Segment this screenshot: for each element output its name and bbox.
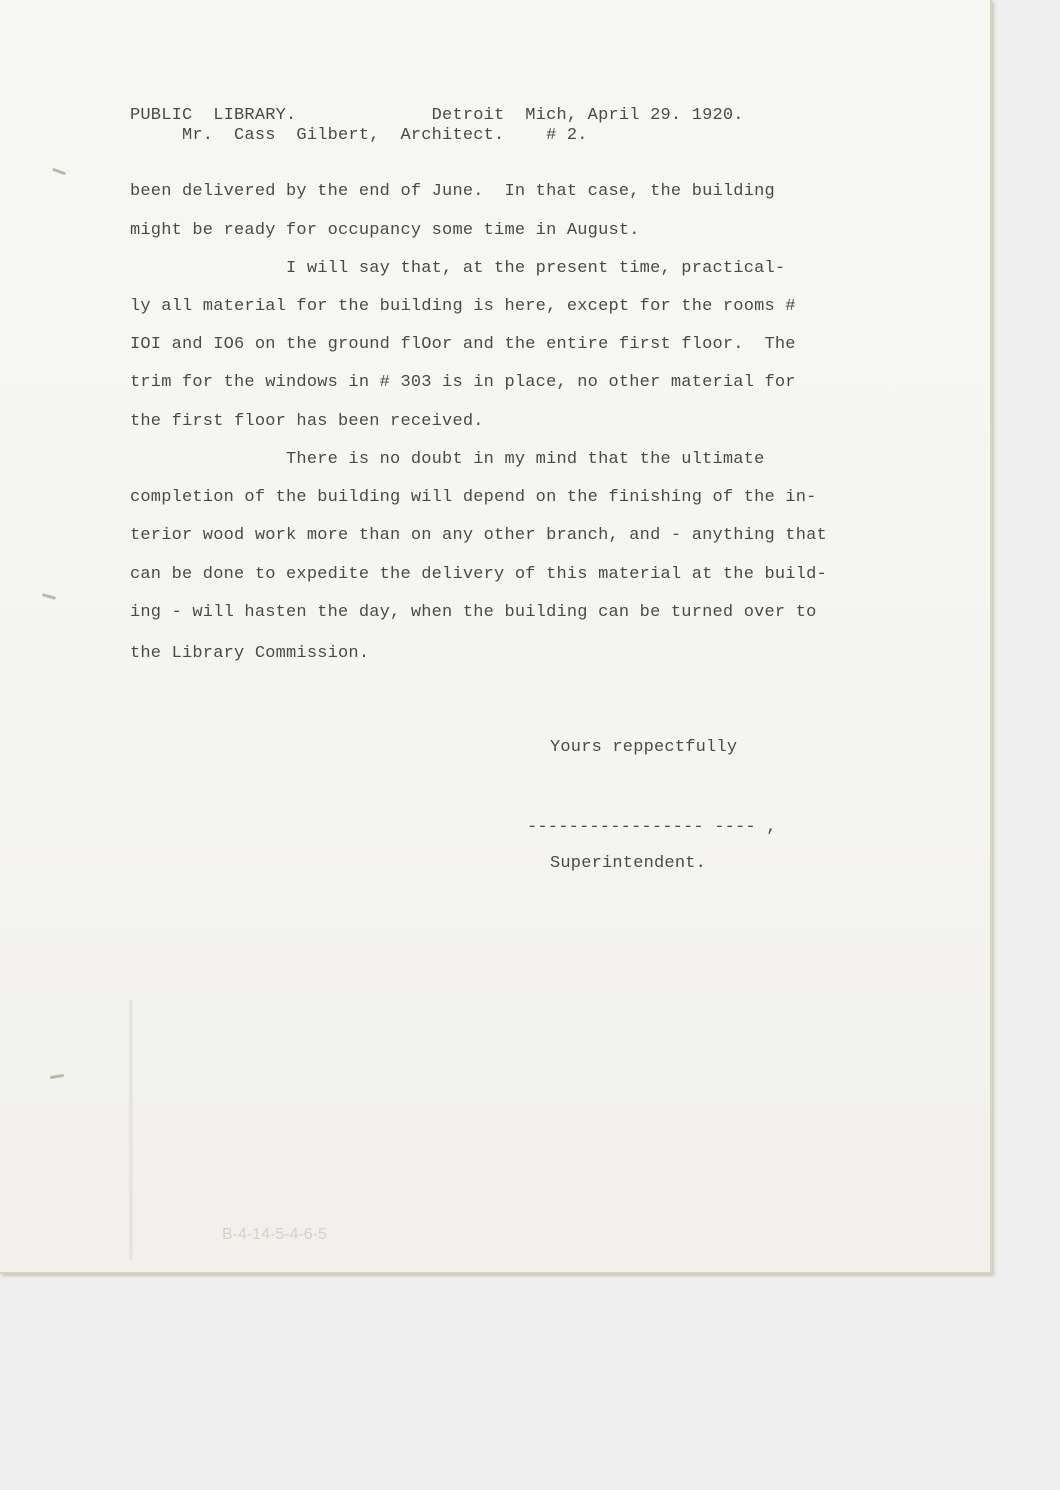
signatory-title: Superintendent. [550,854,707,873]
body-line: I will say that, at the present time, practical- [130,259,786,278]
recipient-line: Mr. Cass Gilbert, Architect. # 2. [130,126,588,145]
pin-mark [52,168,66,176]
body-line: ly all material for the building is here, except for the rooms # [130,297,796,316]
body-line: can be done to expedite the delivery of this material at the build- [130,565,827,584]
pin-mark [50,1074,64,1079]
closing-salutation: Yours reppectfully [550,738,738,757]
body-line: the Library Commission. [130,644,370,663]
body-line: IOI and IO6 on the ground flOor and the entire first floor. The [130,335,796,354]
body-line: terior wood work more than on any other branch, and - anything that [130,526,827,545]
body-line: might be ready for occupancy some time in August. [130,221,640,240]
body-line: been delivered by the end of June. In that case, the building [130,182,775,201]
body-line: trim for the windows in # 303 is in place, no other material for [130,373,796,392]
body-line: There is no doubt in my mind that the ultimate [130,450,765,469]
pin-mark [42,593,56,600]
letterhead-line: PUBLIC LIBRARY. Detroit Mich, April 29. 1920. [130,106,744,125]
paper-crease [128,1000,134,1260]
signature-line: ----------------- ---- , [527,818,777,837]
faded-margin-note: B-4-14-5-4-6-5 [222,1226,327,1243]
body-line: completion of the building will depend on the finishing of the in- [130,488,817,507]
body-line: the first floor has been received. [130,412,484,431]
body-line: ing - will hasten the day, when the building can be turned over to [130,603,817,622]
